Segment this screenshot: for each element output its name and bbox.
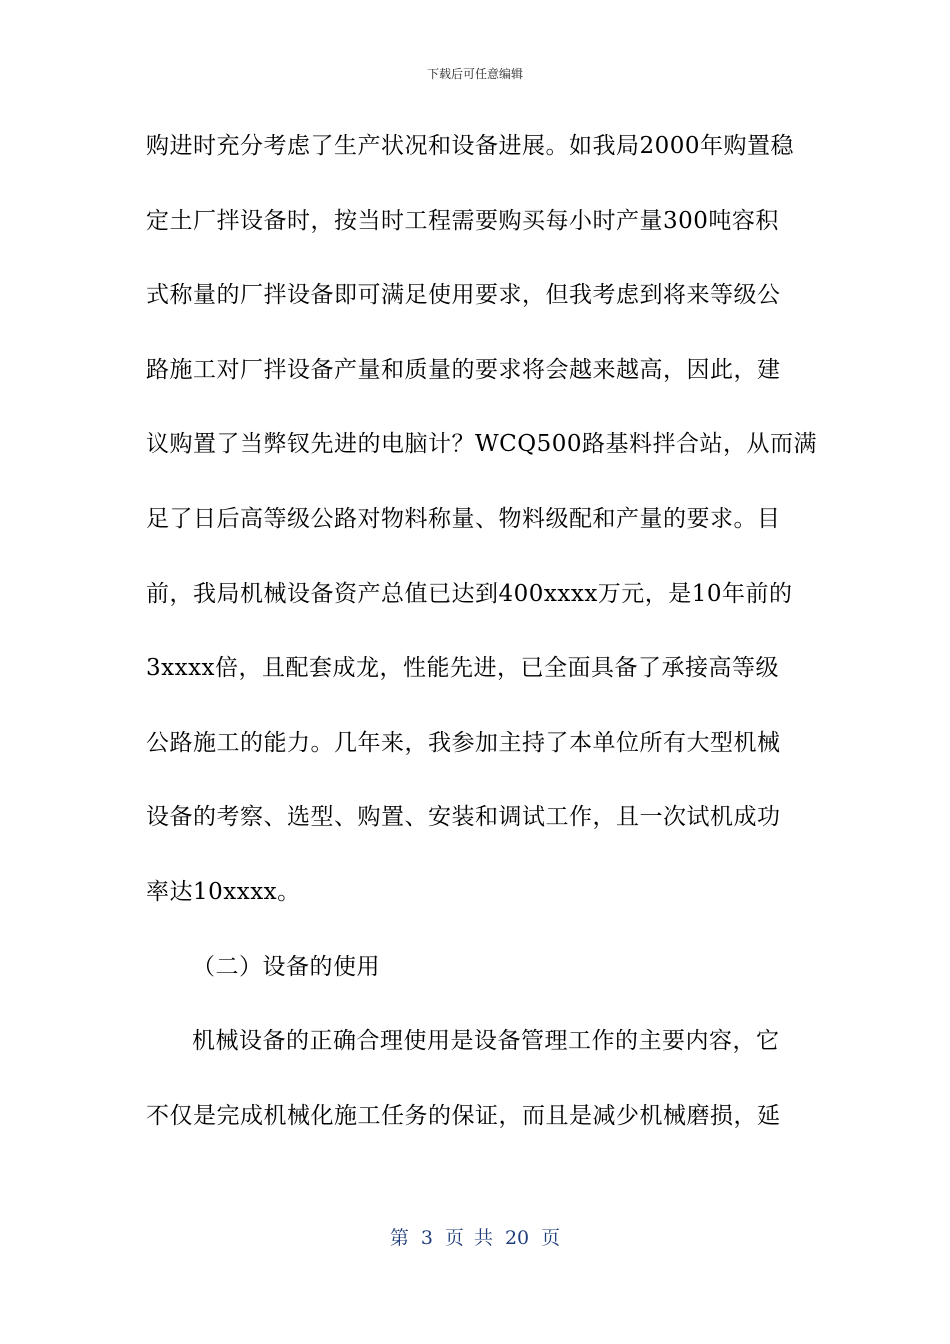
body-line: 3xxxx倍，且配套成龙，性能先进，已全面具备了承接高等级: [146, 655, 780, 682]
section-heading: （二）设备的使用: [192, 953, 380, 980]
body-line: 议购置了当弊钗先进的电脑计？WCQ500路基料拌合站，从而满: [146, 431, 817, 458]
footer-total-pages: 20: [504, 1227, 530, 1249]
document-body: [146, 124, 817, 1168]
body-line: 定土厂拌设备时，按当时工程需要购买每小时产量300吨容积: [146, 207, 779, 234]
body-line: 不仅是完成机械化施工任务的保证，而且是减少机械磨损，延: [146, 1102, 781, 1129]
body-line: 式称量的厂拌设备即可满足使用要求，但我考虑到将来等级公: [146, 282, 781, 309]
body-line: 机械设备的正确合理使用是设备管理工作的主要内容，它: [192, 1028, 780, 1055]
footer-middle: 页 共: [444, 1227, 493, 1249]
footer-page-number: 3: [420, 1227, 433, 1249]
page-footer: [0, 1224, 950, 1252]
footer-suffix: 页: [541, 1227, 561, 1249]
body-line: 率达10xxxx。: [146, 878, 301, 905]
body-line: 足了日后高等级公路对物料称量、物料级配和产量的要求。目: [146, 505, 781, 532]
body-line: 购进时充分考虑了生产状况和设备进展。如我局2000年购置稳: [146, 133, 795, 159]
footer-prefix: 第: [389, 1227, 409, 1249]
body-line: 路施工对厂拌设备产量和质量的要求将会越来越高，因此，建: [146, 356, 781, 383]
body-line: 设备的考察、选型、购置、安装和调试工作，且一次试机成功: [146, 804, 781, 831]
page-header: 下载后可任意编辑: [426, 67, 523, 81]
body-line: 前，我局机械设备资产总值已达到400xxxx万元，是10年前的: [146, 580, 793, 607]
body-line: 公路施工的能力。几年来，我参加主持了本单位所有大型机械: [146, 729, 781, 756]
